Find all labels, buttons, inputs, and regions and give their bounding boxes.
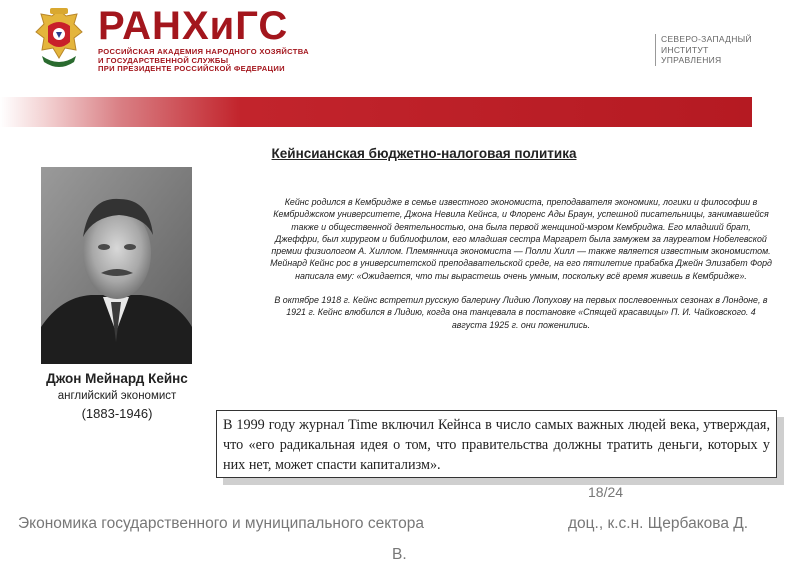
header-band bbox=[0, 97, 752, 127]
brand-block bbox=[98, 6, 309, 74]
person-role: английский экономист bbox=[57, 390, 177, 402]
brand-line: И ГОСУДАРСТВЕННОЙ СЛУЖБЫ bbox=[98, 55, 229, 65]
brand-line: РОССИЙСКАЯ АКАДЕМИЯ НАРОДНОГО ХОЗЯЙСТВА bbox=[98, 47, 309, 56]
footer-author-continuation: В. bbox=[392, 546, 407, 563]
person-years: (1883-1946) bbox=[81, 406, 153, 421]
biography-text bbox=[268, 196, 774, 331]
institute-line: СЕВЕРО-ЗАПАДНЫЙ bbox=[661, 34, 752, 44]
footer-author: доц., к.с.н. Щербакова Д. bbox=[568, 515, 749, 532]
brand-subtitle bbox=[98, 48, 309, 74]
institute-label bbox=[655, 34, 752, 66]
quote-box: В 1999 году журнал Time включил Кейнса в число самых важных людей века, утверждая, что «его радикальная идея о том, что правительства должны тратить деньги, которых у них нет, может спасти капитализм». bbox=[216, 410, 777, 478]
bio-paragraph: В октябре 1918 г. Кейнс встретил русскую балерину Лидию Лопухову на первых послевоенных сезонах в Лондоне, в 1921 г. Кейнс влюбился в Лидию, когда она танцевала в постановке «Спящей красавицы» П. И. Чайковского. 4 августа 1925 г. они поженились. bbox=[274, 295, 768, 330]
person-name: Джон Мейнард Кейнс bbox=[46, 371, 188, 386]
portrait-photo bbox=[41, 167, 192, 364]
bio-paragraph: Кейнс родился в Кембридже в семье известного экономиста, преподавателя экономики, логики и философии в Кембриджском университете, Джона Невила Кейнса, и Флоренс Ады Браун, успешной писательницы, занимавшейся также и общественной деятельностью, она была первой женщиной-мэром Кембриджа. Его младший брат, Джеффри, был хирургом и библиофилом, его младшая сестра Маргарет была замужем за лауреатом Нобелевской премии физиологом А. Хиллом. Племянница экономиста — Полли Хилл — также является известным экономистом. Мейнард Кейнс рос в университетской преподавательской среде, на его пятилетие прабабка Джейн Элизабет Форд написала ему: «Ожидается, что ты вырастешь очень умным, поскольку всё время живешь в Кембридже». bbox=[270, 197, 772, 281]
slide-title: Кейнсианская бюджетно-налоговая политика bbox=[271, 146, 577, 161]
academy-emblem-icon bbox=[30, 6, 88, 72]
brand-name: РАНХиГС bbox=[98, 4, 289, 48]
brand-line: ПРИ ПРЕЗИДЕНТЕ РОССИЙСКОЙ ФЕДЕРАЦИИ bbox=[98, 64, 285, 74]
institute-line: УПРАВЛЕНИЯ bbox=[661, 55, 722, 65]
page-number: 18/24 bbox=[588, 484, 624, 500]
footer-course: Экономика государственного и муниципального сектора bbox=[18, 515, 424, 532]
institute-line: ИНСТИТУТ bbox=[661, 44, 709, 55]
